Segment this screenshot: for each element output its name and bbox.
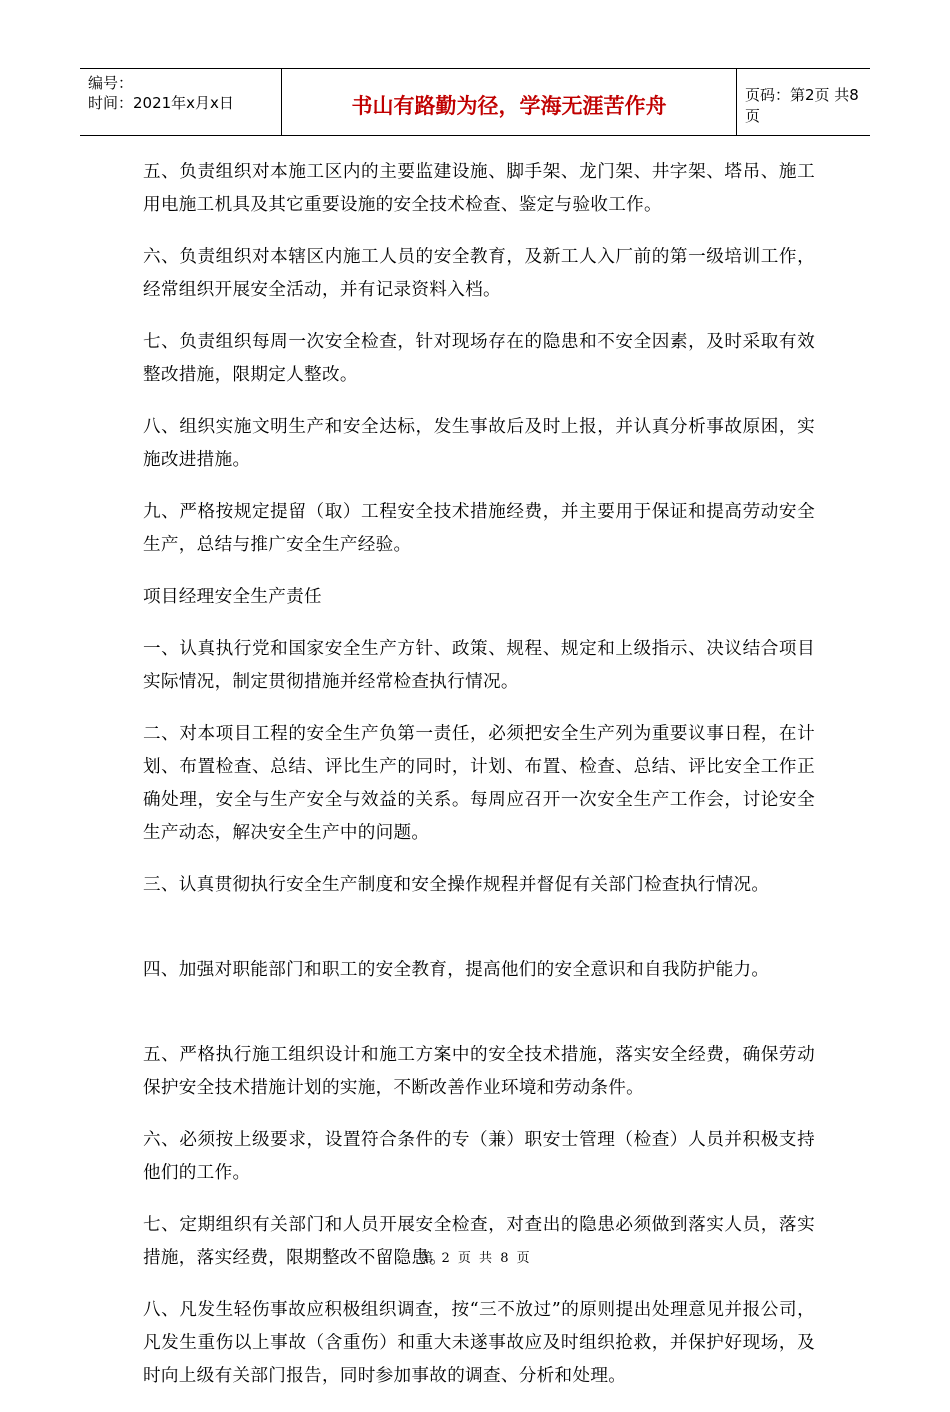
header-motto: 书山有路勤为径，学海无涯苦作舟 <box>282 69 737 135</box>
paragraph: 四、加强对职能部门和职工的安全教育，提高他们的安全意识和自我防护能力。 <box>143 960 770 980</box>
paragraph: 六、必须按上级要求，设置符合条件的专（兼）职安士管理（检查）人员并积极支持他们的工作。 <box>143 1130 815 1183</box>
header-page-info: 页码：第2页 共8页 <box>745 86 859 125</box>
paragraph: 九、严格按规定提留（取）工程安全技术措施经费，并主要用于保证和提高劳动安全生产，总结与推广安全生产经验。 <box>143 502 815 555</box>
paragraph: 三、认真贯彻执行安全生产制度和安全操作规程并督促有关部门检查执行情况。 <box>143 875 770 895</box>
paragraph: 八、组织实施文明生产和安全达标，发生事故后及时上报，并认真分析事故原困，实施改进措施。 <box>143 417 815 470</box>
paragraph: 一、认真执行党和国家安全生产方针、政策、规程、规定和上级指示、决议结合项目实际情况，制定贯彻措施并经常检查执行情况。 <box>143 639 815 692</box>
page-header <box>80 68 870 136</box>
number-label: 编号： <box>88 74 134 92</box>
header-meta <box>80 69 282 135</box>
paragraph: 二、对本项目工程的安全生产负第一责任，必须把安全生产列为重要议事日程，在计划、布置检查、总结、评比生产的同时，计划、布置、检查、总结、评比安全工作正确处理，安全与生产安全与效益的关系。每周应召开一次安全生产工作会，讨论安全生产动态，解决安全生产中的问题。 <box>143 724 815 843</box>
paragraph: 七、负责组织每周一次安全检查，针对现场存在的隐患和不安全因素，及时采取有效整改措施，限期定人整改。 <box>143 332 815 385</box>
paragraph: 七、定期组织有关部门和人员开展安全检查，对查出的隐患必须做到落实人员，落实措施，落实经费，限期整改不留隐患。 <box>143 1215 815 1268</box>
paragraph: 五、严格执行施工组织设计和施工方案中的安全技术措施，落实安全经费，确保劳动保护安全技术措施计划的实施，不断改善作业环境和劳动条件。 <box>143 1045 815 1098</box>
page-footer: 第 2 页 共 8 页 <box>420 1251 530 1266</box>
paragraph: 五、负责组织对本施工区内的主要监建设施、脚手架、龙门架、井字架、塔吊、施工用电施工机具及其它重要设施的安全技术检查、鉴定与验收工作。 <box>143 162 815 215</box>
section-heading: 项目经理安全生产责任 <box>143 587 322 607</box>
time-label: 时间：2021年x月x日 <box>88 94 234 112</box>
paragraph: 六、负责组织对本辖区内施工人员的安全教育，及新工人入厂前的第一级培训工作，经常组织开展安全活动，并有记录资料入档。 <box>143 247 815 300</box>
paragraph: 八、凡发生轻伤事故应积极组织调查，按“三不放过”的原则提出处理意见并报公司，凡发生重伤以上事故（含重伤）和重大未遂事故应及时组织抢救，并保护好现场，及时向上级有关部门报告，同时参加事故的调查、分析和处理。 <box>143 1300 815 1386</box>
document-body <box>143 156 815 1412</box>
